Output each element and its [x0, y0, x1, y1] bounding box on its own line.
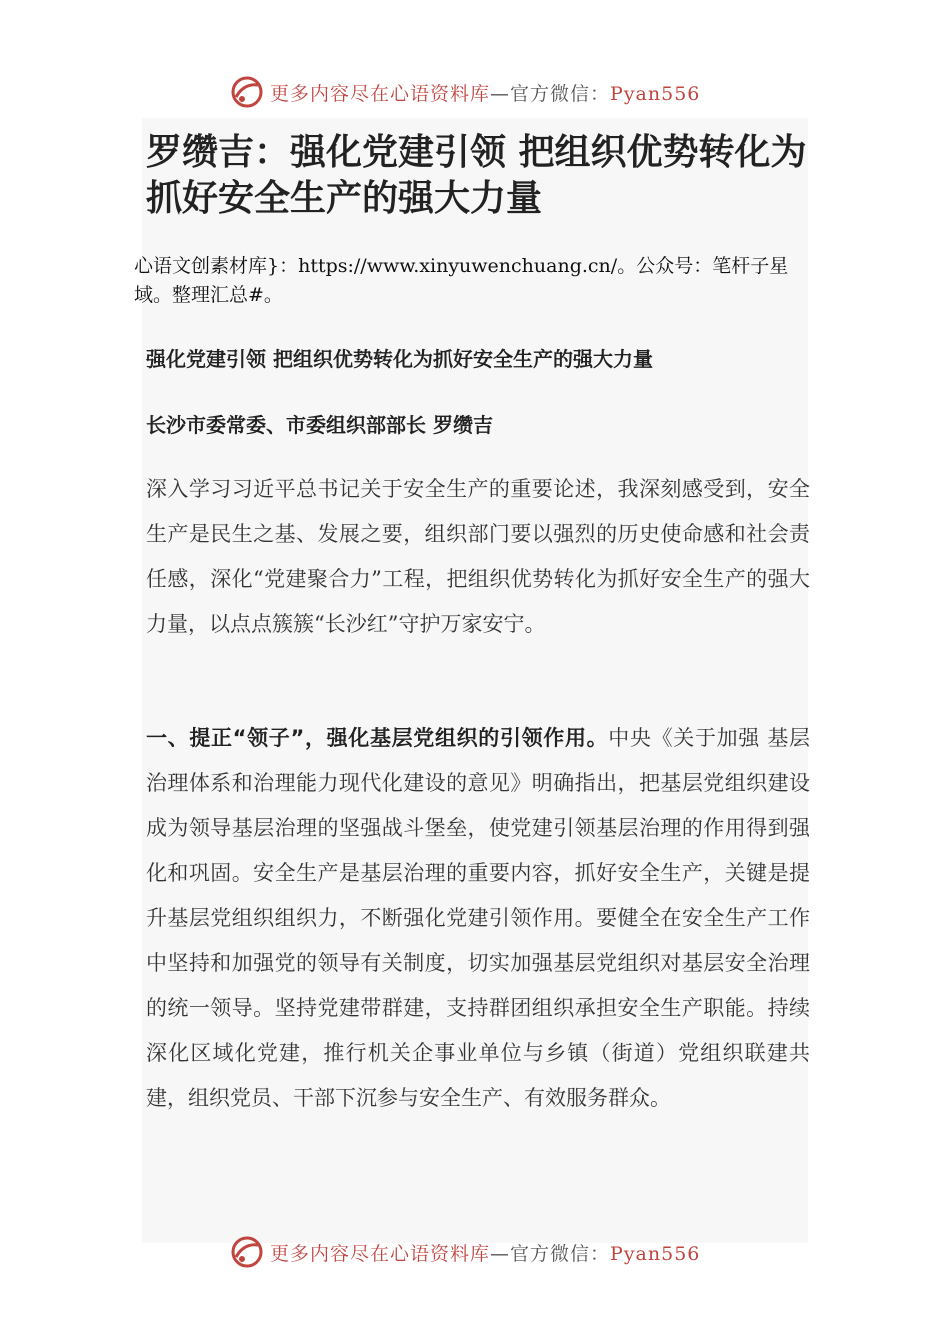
banner-text: 更多内容尽在心语资料库—官方微信：Pyan556: [270, 1242, 701, 1265]
logo-icon: [230, 75, 264, 109]
section-1-heading: 一、提正“领子”，强化基层党组织的引领作用。: [146, 726, 609, 750]
section-1-body: 中央《关于加强 基层治理体系和治理能力现代化建设的意见》明确指出，把基层党组织建设成为领导基层治理的坚强战斗堡垒，使党建引领基层治理的作用得到强化和巩固。安全生产是基层治理的重要内容，抓好安全生产，关键是提升基层党组织组织力，不断强化党建引领作用。要健全在安全生产工作中坚持和加强党的领导有关制度，切实加强基层党组织对基层安全治理的统一领导。坚持党建带群建，支持群团组织承担安全生产职能。持续深化区域化党建，推行机关企事业单位与乡镇（街道）党组织联建共建，组织党员、干部下沉参与安全生产、有效服务群众。: [146, 726, 810, 1110]
article-subtitle: 强化党建引领 把组织优势转化为抓好安全生产的强大力量: [146, 347, 653, 371]
article-title: 罗缵吉：强化党建引领 把组织优势转化为抓好安全生产的强大力量: [146, 132, 807, 219]
intro-paragraph: 深入学习习近平总书记关于安全生产的重要论述，我深刻感受到，安全生产是民生之基、发展之要，组织部门要以强烈的历史使命感和社会责任感，深化“党建聚合力”工程，把组织优势转化为抓好安全生产的强大力量，以点点簇簇“长沙红”守护万家安宁。: [146, 477, 810, 636]
source-line: 心语文创素材库}：https://www.xinyuwenchuang.cn/。公众号：笔杆子星域。整理汇总#。: [134, 255, 789, 306]
header-banner: [230, 72, 750, 112]
banner-text: 更多内容尽在心语资料库—官方微信：Pyan556: [270, 82, 701, 105]
footer-banner: [230, 1232, 750, 1272]
logo-icon: [230, 1235, 264, 1269]
section-1-paragraph: [146, 716, 810, 1121]
article-author: 长沙市委常委、市委组织部部长 罗缵吉: [146, 413, 493, 437]
